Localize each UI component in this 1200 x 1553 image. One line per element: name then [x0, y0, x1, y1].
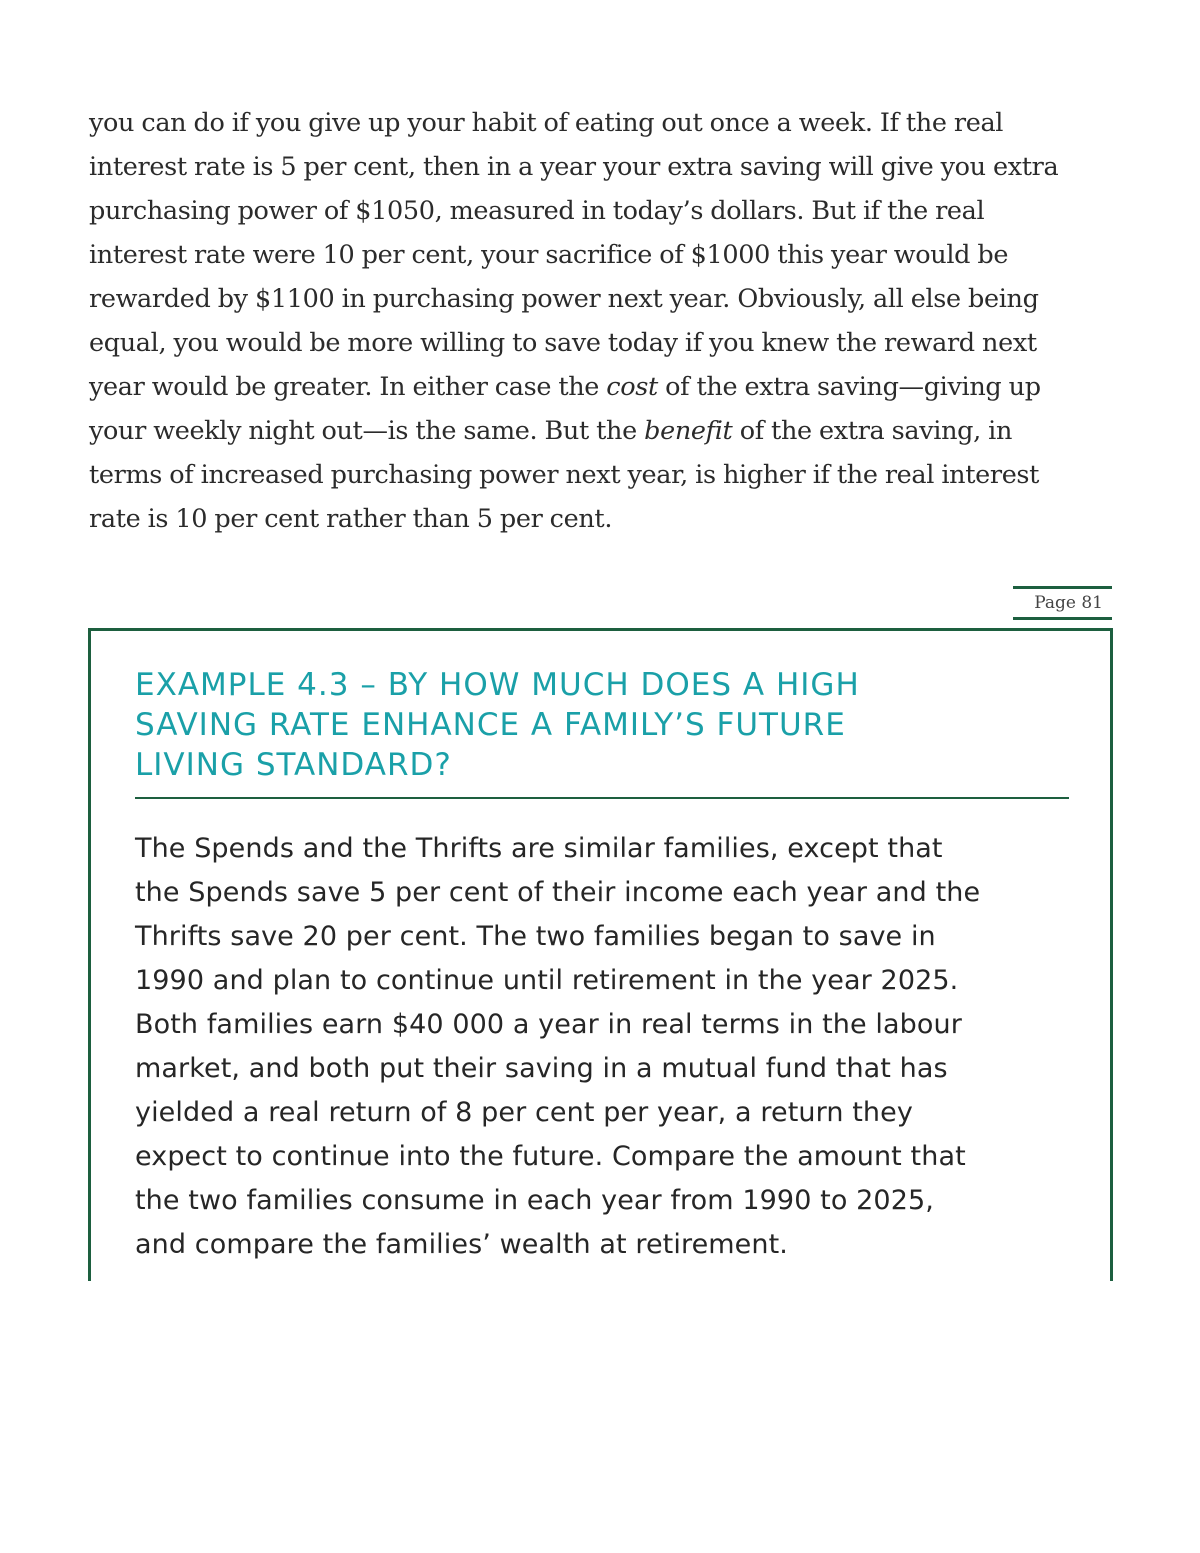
example-body-line: The Spends and the Thrifts are similar families, except that — [135, 833, 943, 864]
paragraph-line: interest rate were 10 per cent, your sacrifice of $1000 this year would be — [89, 240, 1009, 270]
paragraph-text: of the extra saving—giving up — [657, 372, 1041, 402]
example-body-line: yielded a real return of 8 per cent per year, a return they — [135, 1097, 913, 1128]
paragraph-line: you can do if you give up your habit of eating out once a week. If the real — [89, 108, 1004, 138]
paragraph-line: purchasing power of $1050, measured in today’s dollars. But if the real — [89, 196, 985, 226]
example-box — [88, 628, 1113, 1281]
example-title-line: SAVING RATE ENHANCE A FAMILY’S FUTURE — [135, 707, 846, 743]
emphasis-cost: cost — [606, 372, 658, 402]
title-divider — [135, 797, 1069, 799]
paragraph-line: equal, you would be more willing to save today if you knew the reward next — [89, 328, 1037, 358]
paragraph-text: your weekly night out—is the same. But the — [89, 416, 645, 446]
example-body-line: expect to continue into the future. Compare the amount that — [135, 1141, 966, 1172]
example-body-line: and compare the families’ wealth at retirement. — [135, 1229, 788, 1260]
emphasis-benefit: benefit — [644, 416, 733, 446]
example-body-line: 1990 and plan to continue until retirement in the year 2025. — [135, 965, 959, 996]
paragraph-line: interest rate is 5 per cent, then in a year your extra saving will give you extra — [89, 152, 1059, 182]
example-body-line: the two families consume in each year from 1990 to 2025, — [135, 1185, 934, 1216]
paragraph-text: year would be greater. In either case the — [89, 372, 607, 402]
example-title — [135, 665, 1035, 785]
body-paragraph — [89, 101, 1119, 541]
example-body — [135, 827, 1085, 1267]
example-body-line: Both families earn $40 000 a year in real terms in the labour — [135, 1009, 962, 1040]
paragraph-line: rate is 10 per cent rather than 5 per cent. — [89, 504, 613, 534]
paragraph-line — [89, 409, 1119, 453]
page-number-label: Page 81 — [1013, 586, 1112, 620]
paragraph-line — [89, 365, 1119, 409]
example-body-line: market, and both put their saving in a mutual fund that has — [135, 1053, 948, 1084]
example-body-line: the Spends save 5 per cent of their income each year and the — [135, 877, 981, 908]
example-body-line: Thrifts save 20 per cent. The two families began to save in — [135, 921, 936, 952]
example-title-line: EXAMPLE 4.3 – BY HOW MUCH DOES A HIGH — [135, 667, 860, 703]
paragraph-line: rewarded by $1100 in purchasing power next year. Obviously, all else being — [89, 284, 1039, 314]
paragraph-text: of the extra saving, in — [732, 416, 1013, 446]
paragraph-line: terms of increased purchasing power next year, is higher if the real interest — [89, 460, 1040, 490]
example-title-line: LIVING STANDARD? — [135, 747, 452, 783]
